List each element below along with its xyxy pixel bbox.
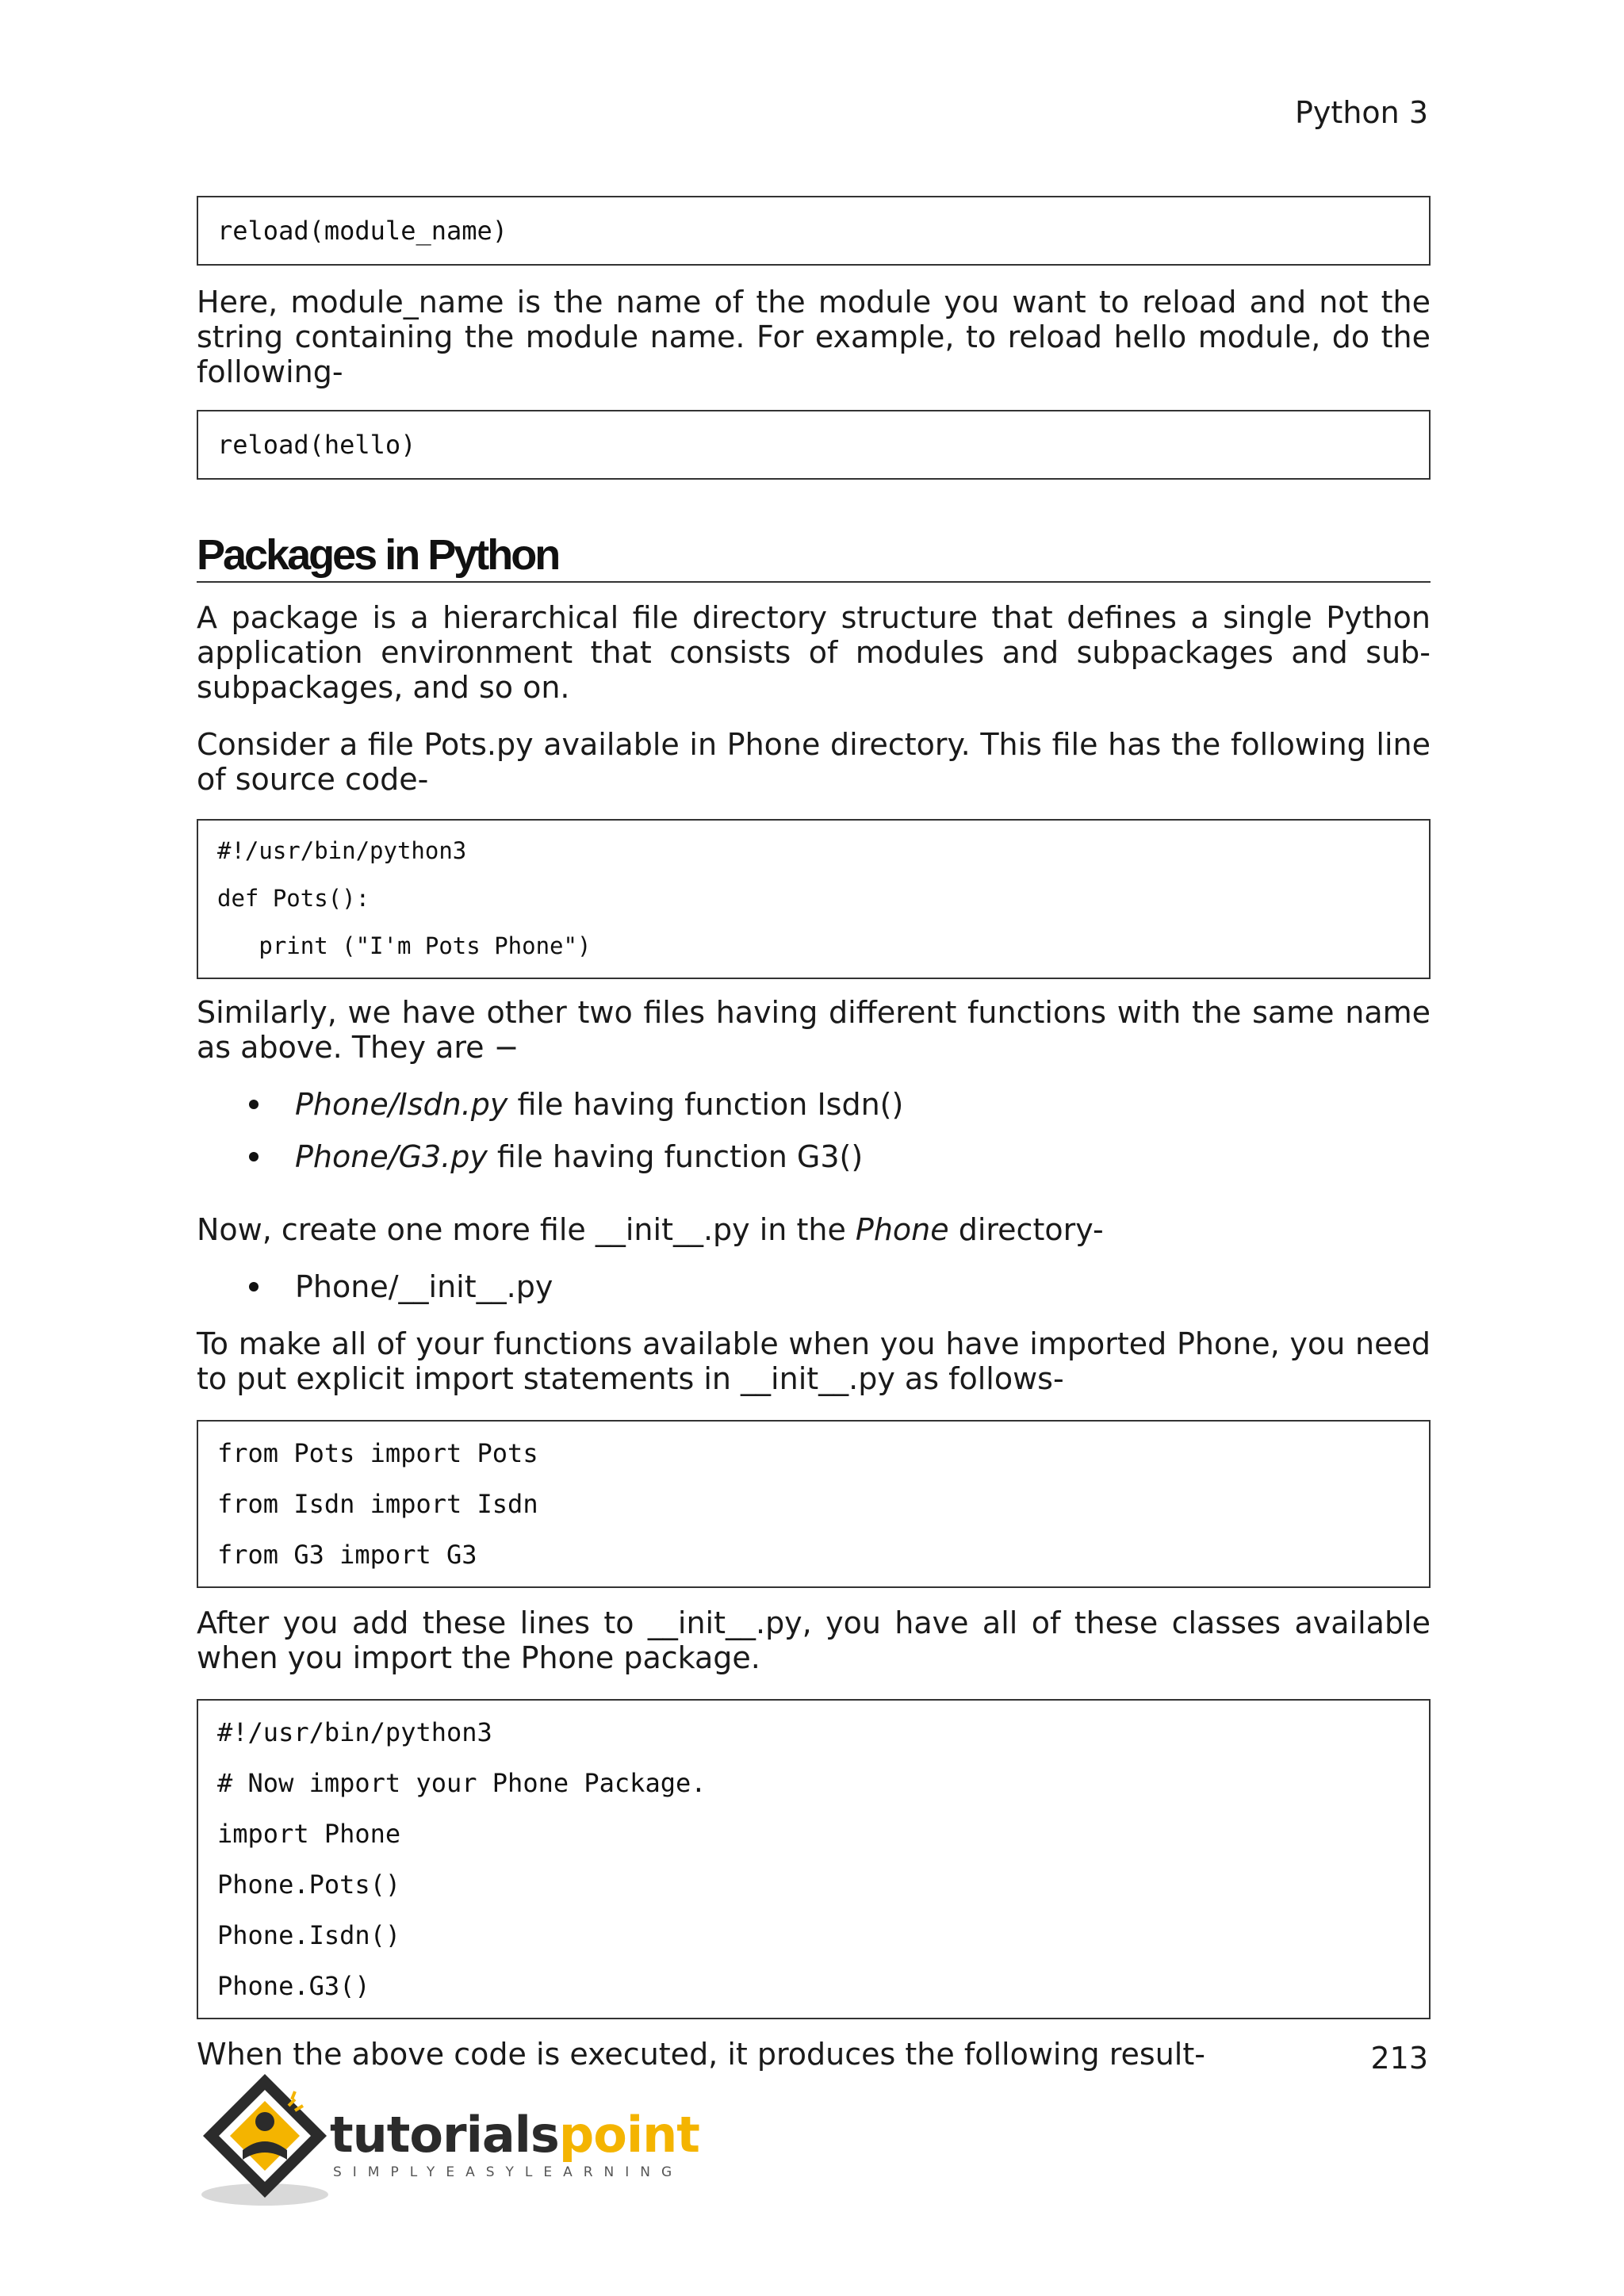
list-item (197, 1087, 1431, 1122)
code-block-main (197, 1699, 1431, 2019)
bullet-list-init (197, 1269, 1431, 1304)
paragraph-result: When the above code is executed, it produces the following result- (197, 2037, 1205, 2072)
file-description: file having function Isdn() (508, 1087, 904, 1122)
code-line: # Now import your Phone Package. (217, 1768, 707, 1798)
logo-wordmark-part: tutorials (330, 2106, 559, 2164)
logo-wordmark-part: point (558, 2106, 699, 2164)
bullet-icon (249, 1282, 259, 1292)
code-line: import Phone (217, 1819, 401, 1849)
code-block-pots (197, 819, 1431, 979)
logo-emblem-icon (193, 2071, 336, 2214)
list-item (197, 1269, 1431, 1304)
code-line: def Pots(): (217, 885, 370, 912)
logo-tagline: SIMPLYEASYLEARNING (333, 2164, 684, 2180)
tutorialspoint-logo (193, 2071, 699, 2214)
code-block-imports (197, 1420, 1431, 1588)
file-description: file having function G3() (487, 1139, 864, 1174)
page-content (197, 196, 1431, 2072)
bullet-list-files (197, 1087, 1431, 1174)
bullet-icon (249, 1152, 259, 1161)
text-run: directory- (948, 1212, 1104, 1247)
code-line: from Pots import Pots (217, 1438, 538, 1468)
code-block-reload-hello (197, 410, 1431, 480)
code-line: print ("I'm Pots Phone") (217, 932, 592, 959)
code-block-reload-module (197, 196, 1431, 266)
code-line: Phone.Pots() (217, 1869, 401, 1900)
code-line: from Isdn import Isdn (217, 1489, 538, 1519)
code-line: from G3 import G3 (217, 1540, 477, 1570)
file-name: Phone/G3.py (295, 1139, 488, 1174)
file-name: Phone/Isdn.py (295, 1087, 508, 1122)
paragraph-create-init (197, 1212, 1431, 1247)
paragraph-package-definition: A package is a hierarchical file directory structure that defines a single Python application environment that consists of modules and subpackages and sub-subpackages, and so on. (197, 600, 1431, 705)
code-line: Phone.G3() (217, 1971, 370, 2001)
bullet-icon (249, 1100, 259, 1109)
paragraph-reload-explanation: Here, module_name is the name of the module you want to reload and not the string containing the module name. For example, to reload hello module, do the following- (197, 285, 1431, 389)
code-line: Phone.Isdn() (217, 1920, 401, 1950)
paragraph-import-statements: To make all of your functions available when you have imported Phone, you need to put explicit import statements in __init__.py as follows- (197, 1326, 1431, 1396)
paragraph-other-files: Similarly, we have other two files having different functions with the same name as above. They are − (197, 995, 1431, 1065)
file-name: Phone/__init__.py (295, 1269, 553, 1304)
directory-name: Phone (855, 1212, 949, 1247)
paragraph-consider-pots: Consider a file Pots.py available in Phone directory. This file has the following line of source code- (197, 727, 1431, 797)
page-number: 213 (1370, 2041, 1428, 2076)
code-line: reload(module_name) (217, 216, 508, 246)
list-item (197, 1139, 1431, 1174)
page-header-title: Python 3 (1295, 95, 1428, 130)
paragraph-after-adding: After you add these lines to __init__.py, you have all of these classes available when you import the Phone package. (197, 1605, 1431, 1675)
code-line: #!/usr/bin/python3 (217, 1717, 492, 1747)
text-run: Now, create one more file __init__.py in the (197, 1212, 856, 1247)
code-line: #!/usr/bin/python3 (217, 837, 467, 864)
logo-wordmark (330, 2107, 699, 2163)
section-heading: Packages in Python (197, 530, 1431, 583)
code-line: reload(hello) (217, 430, 416, 460)
